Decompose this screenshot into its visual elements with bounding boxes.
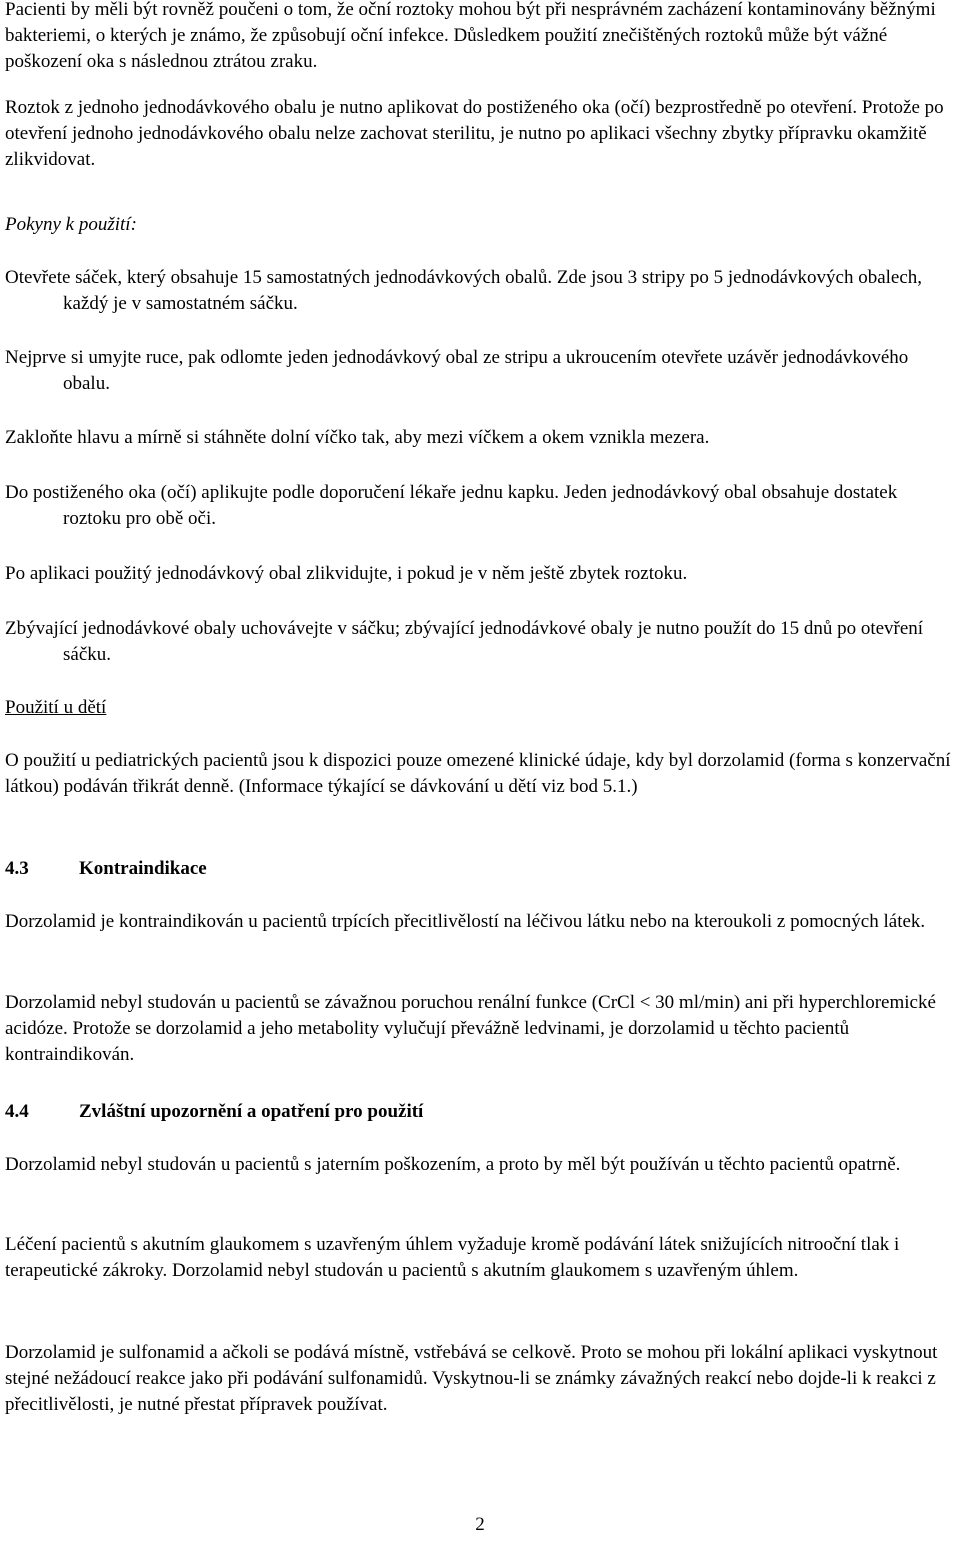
section-4-3-heading bbox=[5, 856, 956, 882]
paragraph-single-dose-use: Roztok z jednoho jednodávkového obalu je nutno aplikovat do postiženého oka (očí) bezprostředně po otevření. Protože po otevření jednoho jednodávkového obalu nelze zachovat sterilitu, je nutno po aplikaci všechny zbytky přípravku okamžitě zlikvidovat. bbox=[5, 97, 944, 170]
instruction-step-5: Po aplikaci použitý jednodávkový obal zlikvidujte, i pokud je v něm ještě zbytek roztoku. bbox=[5, 563, 688, 584]
paragraph-contraindication-renal: Dorzolamid nebyl studován u pacientů se závažnou poruchou renální funkce (CrCl < 30 ml/min) ani při hyperchloremické acidóze. Protože se dorzolamid a jeho metabolity vylučují převážně ledvinami, je dorzolamid u těchto pacientů kontraindikován. bbox=[5, 992, 936, 1065]
section-title: Kontraindikace bbox=[79, 858, 207, 879]
section-number: 4.4 bbox=[5, 1101, 29, 1122]
page-number: 2 bbox=[475, 1514, 485, 1535]
instruction-step-3: Zakloňte hlavu a mírně si stáhněte dolní víčko tak, aby mezi víčkem a okem vznikla mezera. bbox=[5, 427, 710, 448]
section-4-4-heading bbox=[5, 1099, 956, 1125]
instruction-step-6: Zbývající jednodávkové obaly uchovávejte v sáčku; zbývající jednodávkové obaly je nutno použít do 15 dnů po otevření sáčku. bbox=[5, 618, 924, 665]
paragraph-children-use: O použití u pediatrických pacientů jsou k dispozici pouze omezené klinické údaje, kdy byl dorzolamid (forma s konzervační látkou) podáván třikrát denně. (Informace týkající se dávkování u dětí viz bod 5.1.) bbox=[5, 750, 951, 797]
paragraph-sulfonamide: Dorzolamid je sulfonamid a ačkoli se podává místně, vstřebává se celkově. Proto se mohou při lokální aplikaci vyskytnout stejné nežádoucí reakce jako při podávání sulfonamidů. Vyskytnou-li se známky závažných reakcí nebo dojde-li k reakci z přecitlivělosti, je nutné přestat přípravek používat. bbox=[5, 1342, 938, 1415]
section-number: 4.3 bbox=[5, 858, 29, 879]
paragraph-contamination-warning: Pacienti by měli být rovněž poučeni o tom, že oční roztoky mohou být při nesprávném zacházení kontaminovány běžnými bakteriemi, o kterých je známo, že způsobují oční infekce. Důsledkem použití znečištěných roztoků může být vážné poškození oka s následnou ztrátou zraku. bbox=[5, 0, 936, 72]
instruction-step-1: Otevřete sáček, který obsahuje 15 samostatných jednodávkových obalů. Zde jsou 3 stripy po 5 jednodávkových obalech, každý je v samostatném sáčku. bbox=[5, 267, 923, 314]
paragraph-acute-glaucoma: Léčení pacientů s akutním glaukomem s uzavřeným úhlem vyžaduje kromě podávání látek snižujících nitrooční tlak i terapeutické zákroky. Dorzolamid nebyl studován u pacientů s akutním glaukomem s uzavřeným úhlem. bbox=[5, 1234, 900, 1281]
paragraph-contraindication-hypersensitivity: Dorzolamid je kontraindikován u pacientů trpících přecitlivělostí na léčivou látku nebo na kteroukoli z pomocných látek. bbox=[5, 911, 926, 932]
paragraph-hepatic-impairment: Dorzolamid nebyl studován u pacientů s jaterním poškozením, a proto by měl být používán u těchto pacientů opatrně. bbox=[5, 1154, 901, 1175]
instructions-heading: Pokyny k použití: bbox=[5, 214, 137, 235]
section-title: Zvláštní upozornění a opatření pro použití bbox=[79, 1101, 424, 1122]
instruction-step-4: Do postiženého oka (očí) aplikujte podle doporučení lékaře jednu kapku. Jeden jednodávkový obal obsahuje dostatek roztoku pro obě oči. bbox=[5, 482, 898, 529]
children-heading: Použití u dětí bbox=[5, 697, 107, 718]
instruction-step-2: Nejprve si umyjte ruce, pak odlomte jeden jednodávkový obal ze stripu a ukroucením otevřete uzávěr jednodávkového obalu. bbox=[5, 347, 909, 394]
